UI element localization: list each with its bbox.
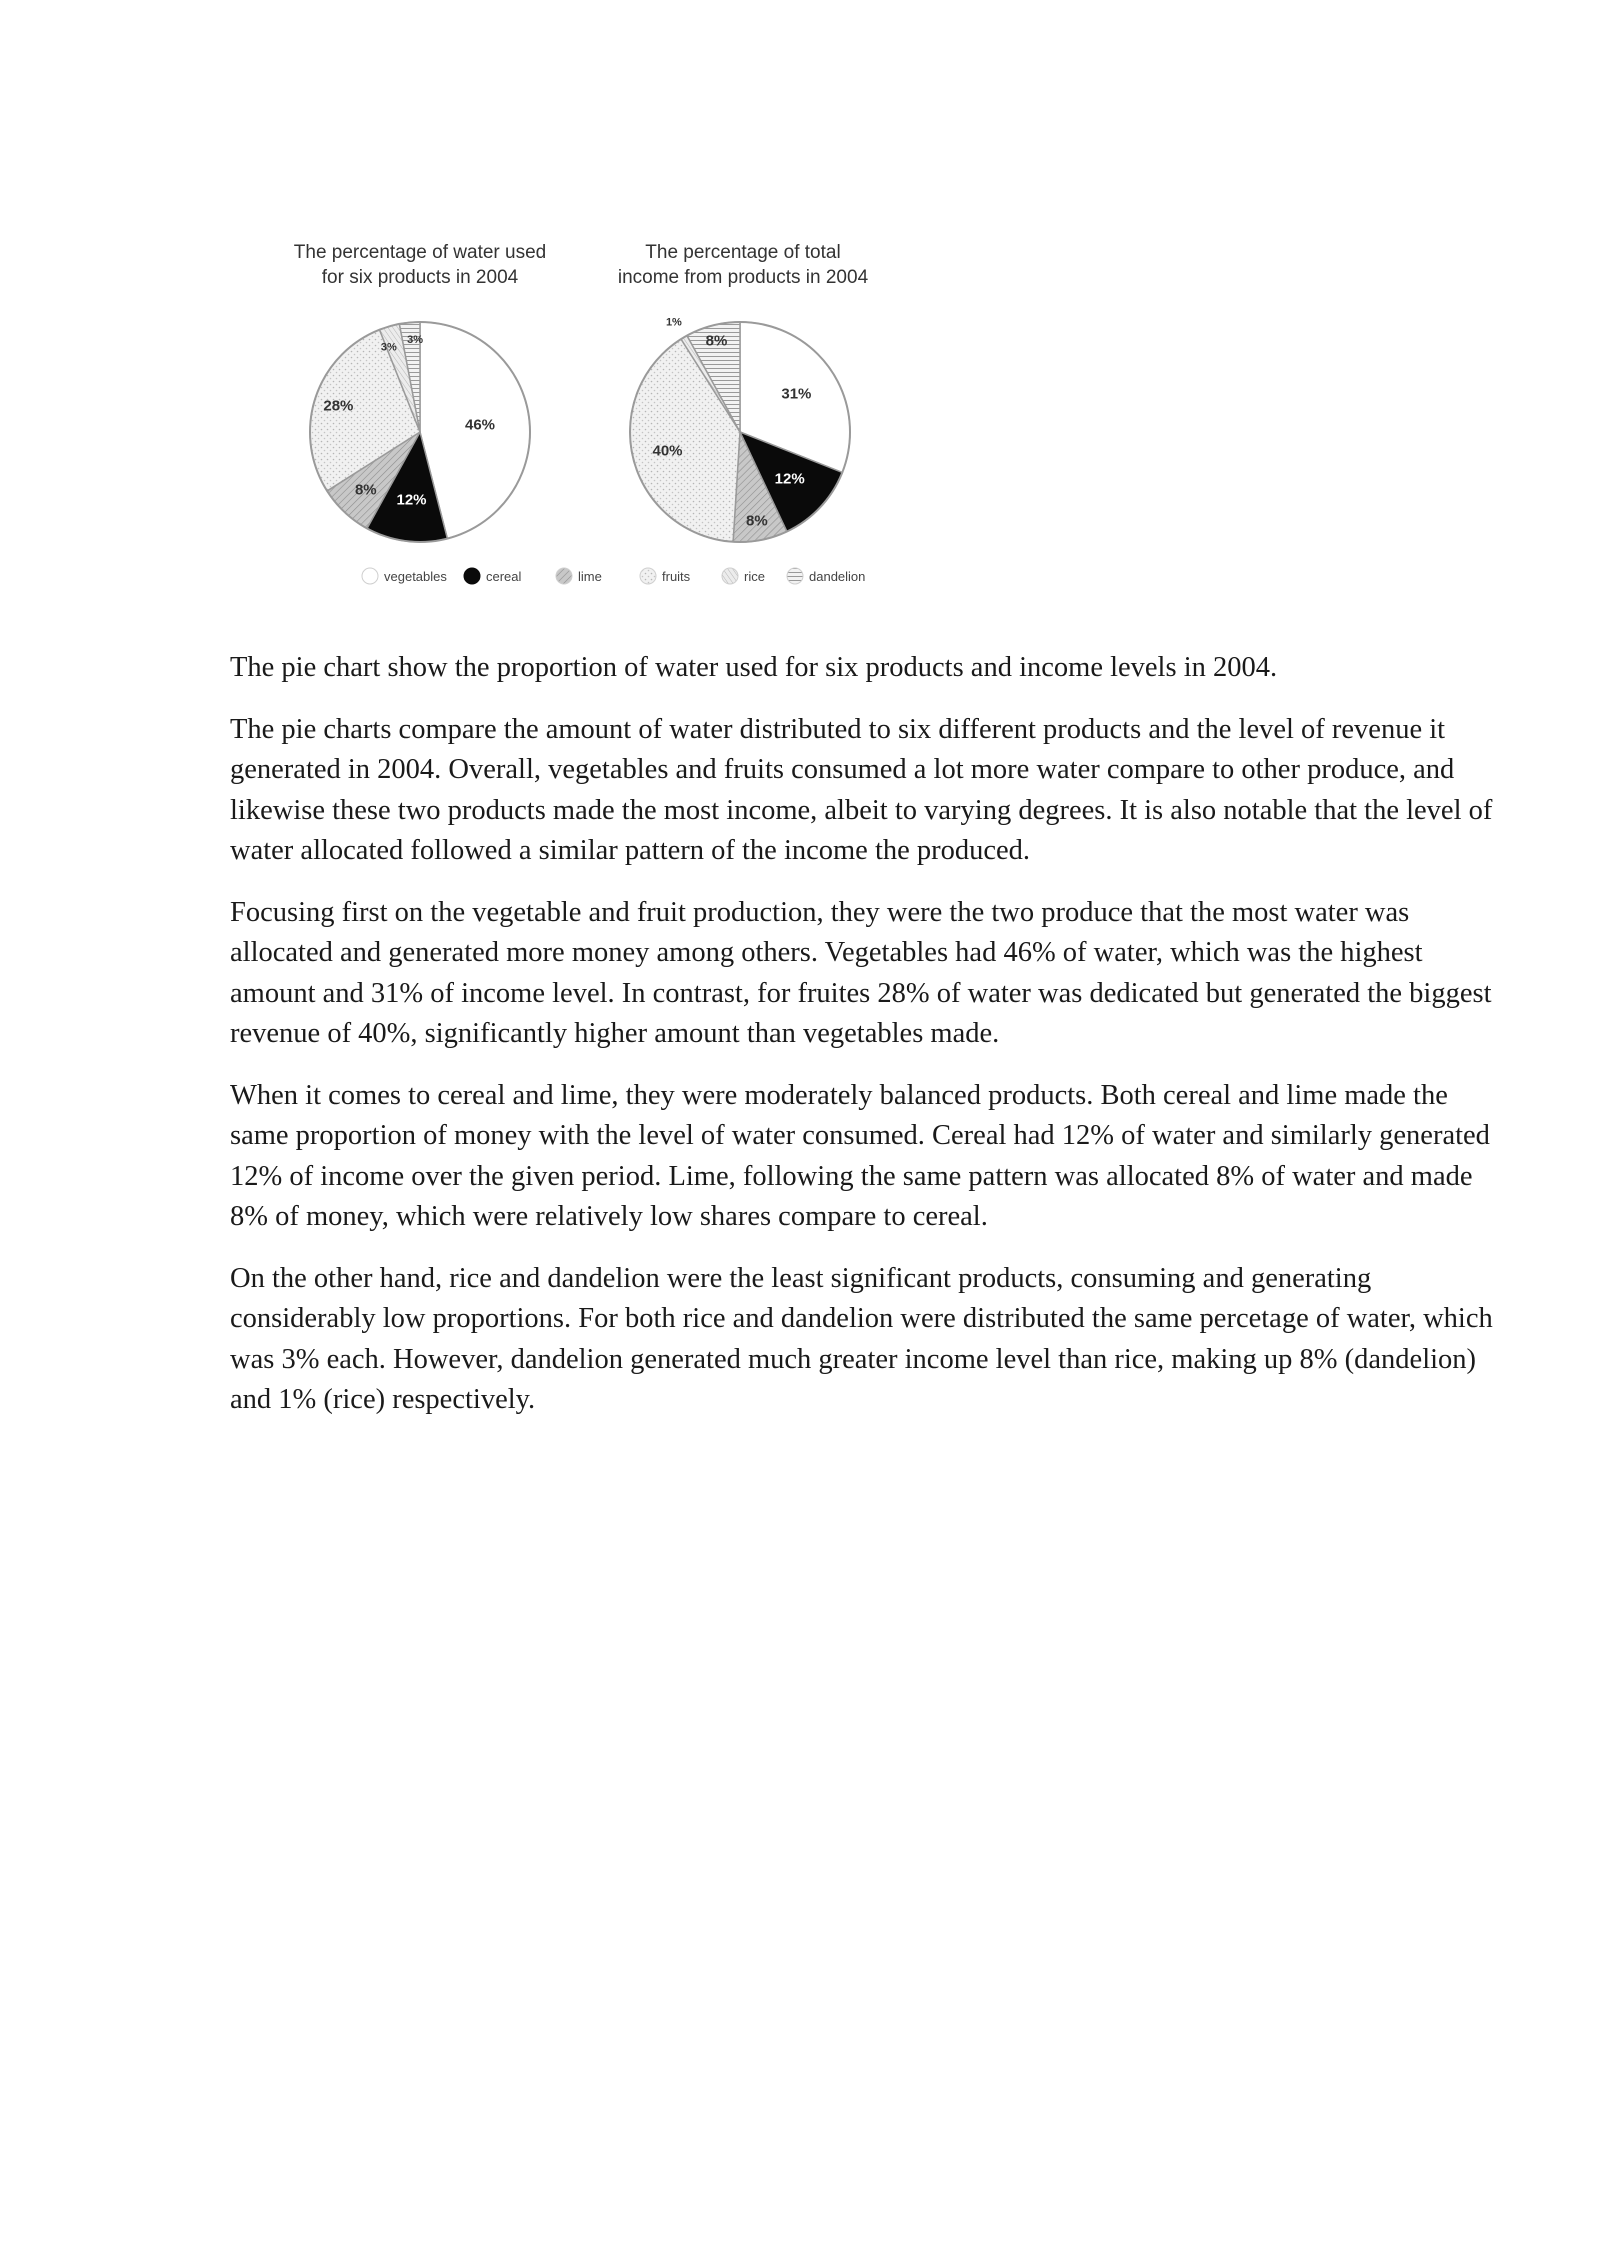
pie-2-label-fruits: 40%: [652, 442, 683, 460]
pie-chart-2: [618, 242, 869, 542]
pie-2-label-dandelion: 8%: [705, 332, 728, 350]
pie-1-label-fruits: 28%: [323, 397, 354, 415]
pie-chart-1: [294, 242, 546, 542]
chart-1-title-line-2: for six products in 2004: [321, 267, 519, 288]
legend-swatch-lime: [556, 568, 572, 584]
pie-2-label-vegetables: 31%: [781, 385, 812, 403]
pie-1-label-lime: 8%: [354, 481, 377, 499]
legend-swatch-cereal: [464, 568, 480, 584]
legend-label-vegetables: vegetables: [384, 569, 447, 584]
pie-2-label-lime: 8%: [746, 512, 768, 530]
legend-label-cereal: cereal: [486, 569, 522, 584]
legend-swatch-rice: [722, 568, 738, 584]
legend-label-fruits: fruits: [662, 569, 691, 584]
chart-1-title-line-1: The percentage of water used: [293, 242, 547, 263]
essay-paragraph-3: Focusing first on the vegetable and fruit production, they were the two produce that the most water was allocated and generated more money among others. Vegetables had 46% of water, which was the highest amount and 31% of income level. In contrast, for fruites 28% of water was dedicated but generated the biggest revenue of 40%, significantly higher amount than vegetables made.: [230, 896, 1492, 1049]
pie-2-label-cereal: 12%: [774, 470, 805, 488]
chart-2-title-line-1: The percentage of total: [645, 242, 841, 263]
essay-text: [230, 648, 1500, 1442]
legend-swatch-fruits: [640, 568, 656, 584]
chart-legend: [362, 568, 865, 584]
legend-swatch-vegetables: [362, 568, 378, 584]
pie-1-label-cereal: 12%: [396, 491, 427, 509]
essay-paragraph-5: On the other hand, rice and dandelion were the least significant products, consuming and generating considerably low proportions. For both rice and dandelion were distributed the same percetage of water, which was 3% each. However, dandelion generated much greater income level than rice, making up 8% (dandelion) and 1% (rice) respectively.: [230, 1262, 1493, 1415]
essay-paragraph-4: When it comes to cereal and lime, they were moderately balanced products. Both cereal and lime made the same proportion of money with the level of water consumed. Cereal had 12% of water and similarly generated 12% of income over the given period. Lime, following the same pattern was allocated 8% of water and made 8% of money, which were relatively low shares compare to cereal.: [230, 1079, 1490, 1232]
pie-2-label-rice: 1%: [665, 316, 682, 329]
essay-paragraph-2: The pie charts compare the amount of water distributed to six different products and the level of revenue it generated in 2004. Overall, vegetables and fruits consumed a lot more water compare to other produce, and likewise these two products made the most income, albeit to varying degrees. It is also notable that the level of water allocated followed a similar pattern of the income the produced.: [230, 713, 1493, 866]
pie-1-label-dandelion: 3%: [407, 333, 424, 346]
pie-1-label-rice: 3%: [380, 341, 397, 354]
legend-label-lime: lime: [578, 569, 602, 584]
essay-paragraph-1: The pie chart show the proportion of water used for six products and income levels in 2004.: [230, 652, 1278, 683]
pie-charts-svg: [260, 236, 900, 596]
pie-charts-figure: [260, 236, 900, 596]
pie-1-label-vegetables: 46%: [464, 416, 496, 434]
legend-label-dandelion: dandelion: [809, 569, 866, 584]
legend-swatch-dandelion: [787, 568, 803, 584]
chart-2-title-line-2: income from products in 2004: [617, 267, 869, 288]
legend-label-rice: rice: [744, 569, 765, 584]
